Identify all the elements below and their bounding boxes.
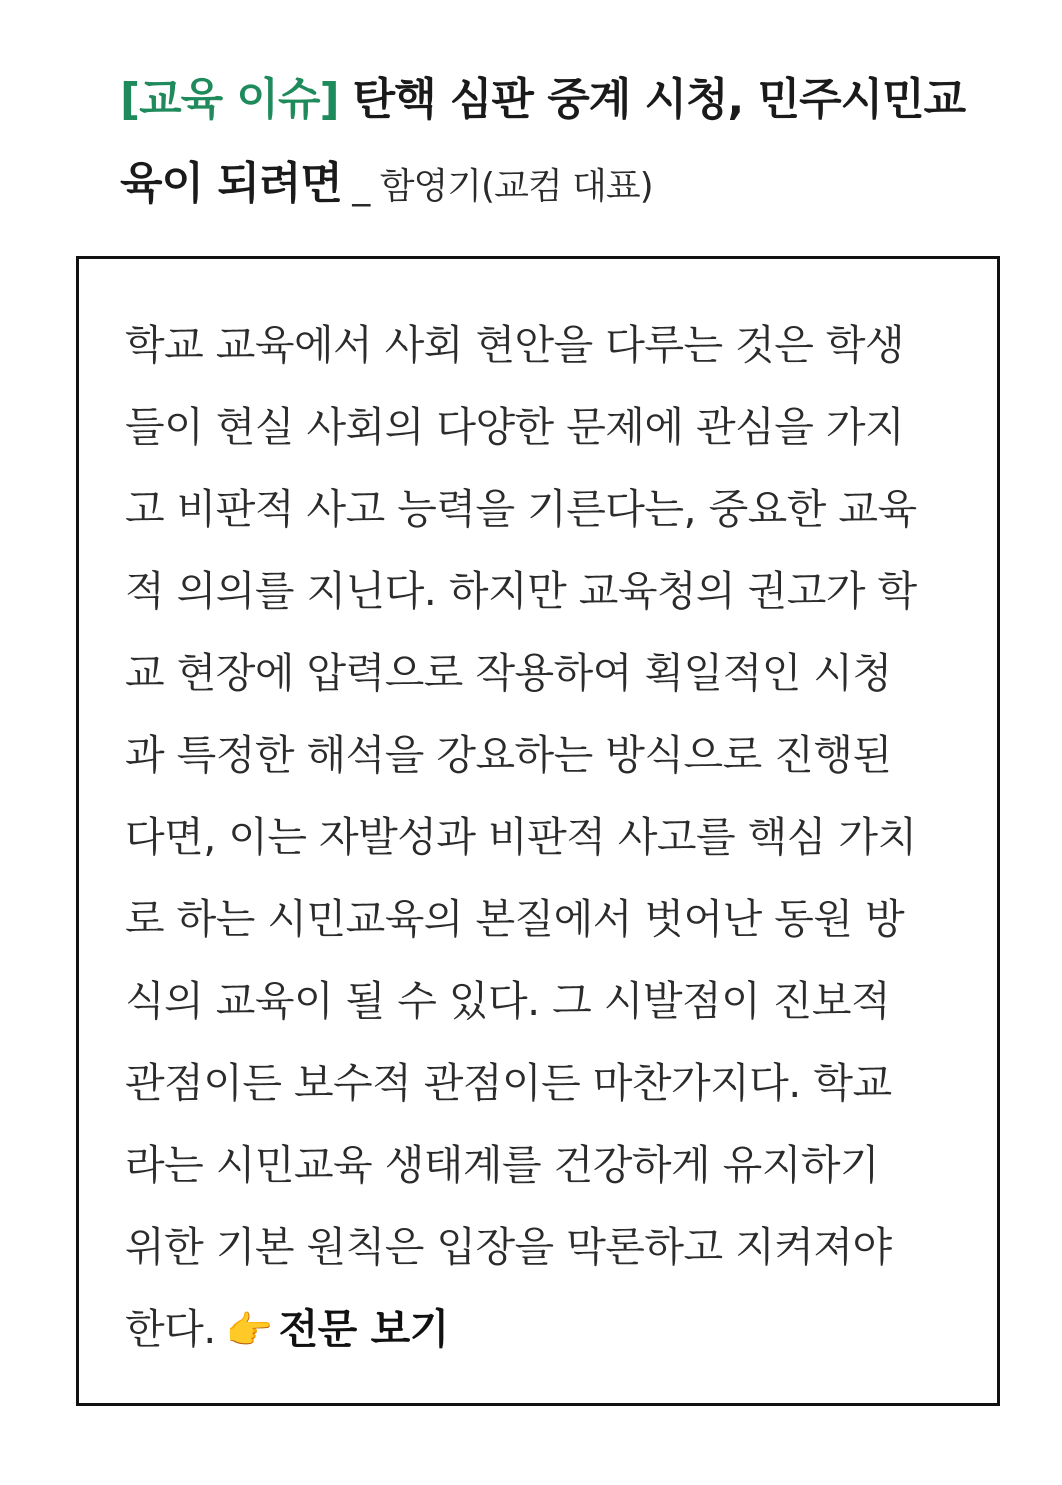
read-full-article-link[interactable]: 전문 보기 (278, 1305, 449, 1353)
author-byline: 함영기(교컴 대표) (379, 166, 653, 207)
title-separator: _ (341, 166, 380, 207)
excerpt-line: 학교 교육에서 사회 현안을 다루는 것은 학생 (125, 321, 905, 369)
category-tag: [교육 이슈] (120, 74, 339, 125)
headline (120, 58, 980, 229)
excerpt-line: 과 특정한 해석을 강요하는 방식으로 진행된 (125, 731, 892, 779)
excerpt-line: 라는 시민교육 생태계를 건강하게 유지하기 (125, 1141, 880, 1189)
excerpt-line: 식의 교육이 될 수 있다. 그 시발점이 진보적 (125, 977, 891, 1025)
excerpt-line: 로 하는 시민교육의 본질에서 벗어난 동원 방 (125, 895, 905, 943)
excerpt-line: 다면, 이는 자발성과 비판적 사고를 핵심 가치 (125, 813, 917, 861)
headline-title-line2: 육이 되려면 (120, 158, 342, 209)
article-excerpt (125, 304, 955, 1371)
excerpt-line: 관점이든 보수적 관점이든 마찬가지다. 학교 (125, 1059, 892, 1107)
excerpt-line: 위한 기본 원칙은 입장을 막론하고 지켜져야 (125, 1223, 892, 1271)
pointing-hand-icon: 👉 (225, 1308, 273, 1352)
headline-title-line1: 탄핵 심판 중계 시청, 민주시민교 (352, 74, 966, 125)
excerpt-line: 들이 현실 사회의 다양한 문제에 관심을 가지 (125, 403, 905, 451)
excerpt-last-text: 한다. (125, 1305, 216, 1353)
excerpt-line: 고 비판적 사고 능력을 기른다는, 중요한 교육 (125, 485, 917, 533)
article-excerpt-box (76, 256, 1000, 1406)
excerpt-line: 교 현장에 압력으로 작용하여 획일적인 시청 (125, 649, 892, 697)
excerpt-last-line (125, 1288, 955, 1371)
excerpt-line: 적 의의를 지닌다. 하지만 교육청의 권고가 학 (125, 567, 917, 615)
